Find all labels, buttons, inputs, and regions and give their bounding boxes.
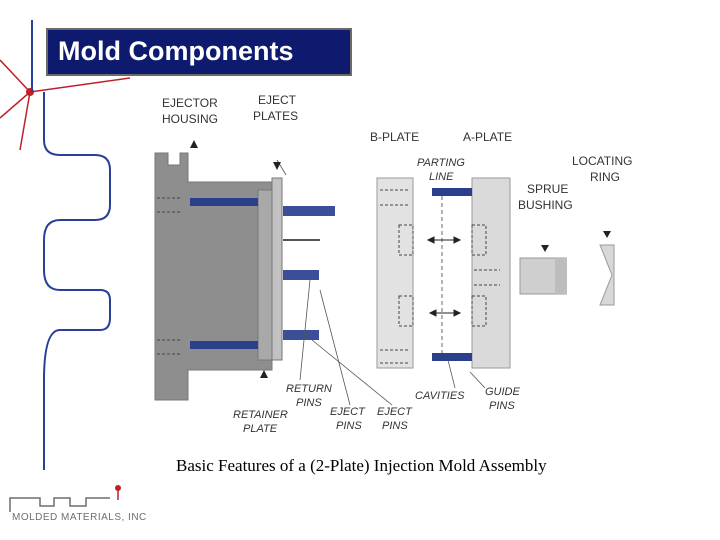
label-locating-ring-1: LOCATING — [572, 154, 633, 168]
label-sprue-bushing-1: SPRUE — [527, 182, 569, 196]
company-logo-text: MOLDED MATERIALS, INC — [12, 512, 147, 523]
label-ejector-housing-2: HOUSING — [162, 112, 219, 126]
eject-plate — [258, 190, 272, 360]
label-guide-pins-1: GUIDE — [485, 386, 520, 398]
label-cavities: CAVITIES — [415, 390, 465, 402]
label-retainer-plate-2: PLATE — [243, 423, 278, 435]
slide-title: Mold Components — [58, 36, 294, 66]
label-parting-line-2: LINE — [429, 171, 454, 183]
label-eject-pins-a-1: EJECT — [330, 406, 365, 418]
label-b-plate: B-PLATE — [370, 130, 420, 144]
retainer-plate — [272, 178, 282, 360]
label-eject-plates-2: PLATES — [253, 109, 299, 123]
label-eject-pins-b-2: PINS — [382, 420, 408, 432]
label-eject-plates-1: EJECT — [258, 93, 297, 107]
guide-pin — [432, 188, 472, 196]
label-return-pins-2: PINS — [296, 397, 322, 409]
ejector-housing — [155, 153, 272, 400]
arrow-eject-plates — [273, 162, 281, 170]
diagram-caption: Basic Features of a (2-Plate) Injection Mold Assembly — [176, 456, 547, 475]
locating-ring — [600, 245, 614, 305]
label-locating-ring-2: RING — [590, 170, 620, 184]
label-guide-pins-2: PINS — [489, 400, 515, 412]
label-parting-line-1: PARTING — [417, 157, 465, 169]
label-sprue-bushing-2: BUSHING — [518, 198, 573, 212]
label-eject-pins-b-1: EJECT — [377, 406, 412, 418]
a-plate — [472, 178, 510, 368]
label-eject-pins-a-2: PINS — [336, 420, 362, 432]
label-ejector-housing-1: EJECTOR — [162, 96, 218, 110]
arrow-ejector-housing — [190, 140, 198, 148]
label-return-pins-1: RETURN — [286, 383, 332, 395]
label-retainer-plate-1: RETAINER — [233, 409, 288, 421]
b-plate — [377, 178, 413, 368]
guide-pin — [432, 353, 472, 361]
label-a-plate: A-PLATE — [463, 130, 513, 144]
